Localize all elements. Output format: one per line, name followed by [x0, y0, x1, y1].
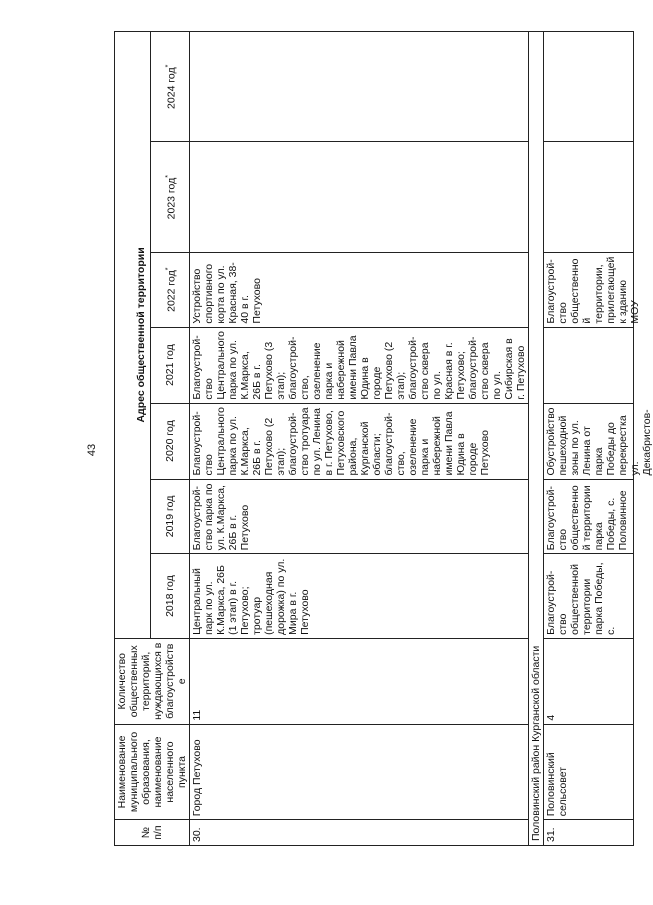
row-2022: Устройство спортивного корта по ул. Красная, 38-40 в г. Петухово [190, 252, 529, 327]
row-2018: Благоустрой-ство общественной территории парка Победы, с. [544, 554, 634, 639]
row-num: 31. [544, 820, 634, 846]
header-year-2023: 2023 год* [150, 142, 189, 252]
row-2023 [190, 142, 529, 252]
section-row [529, 32, 544, 846]
header-count: Количество общественных территорий, нуждающихся в благоустройстве [115, 638, 190, 724]
table-row [544, 32, 634, 846]
row-2021 [544, 327, 634, 403]
row-2024 [544, 32, 634, 143]
rotated-table-container [114, 31, 653, 846]
row-2024 [190, 32, 529, 143]
table-row [190, 32, 529, 846]
section-title: Половинский район Курганской области [529, 32, 544, 846]
row-2019: Благоустрой-ство парка по ул. К.Маркса, 26Б в г. Петухово [190, 479, 529, 554]
row-municipality: Половинский сельсовет [544, 724, 634, 820]
row-municipality: Город Петухово [190, 724, 529, 820]
header-year-2020: 2020 год [150, 403, 189, 479]
header-year-2021: 2021 год [150, 327, 189, 403]
row-2022: Благоустрой-ство общественной территории, прилегающей к зданию МОУ [544, 252, 634, 327]
header-num: № п/п [115, 820, 190, 846]
header-year-2024: 2024 год* [150, 32, 189, 143]
header-year-2019: 2019 год [150, 479, 189, 554]
header-address-group: Адрес общественной территории [115, 32, 151, 639]
page-number: 43 [86, 443, 98, 457]
row-count: 4 [544, 638, 634, 724]
public-territories-table [114, 31, 653, 846]
row-2019: Благоустрой-ство общественной территории парка Победы, с. Половинное [544, 479, 634, 554]
header-year-2018: 2018 год [150, 554, 189, 639]
row-2020: Обустройство пешеходной зоны по ул. Ленина от парка Победы до перекрестка ул. Декабристов- [544, 403, 634, 479]
row-2021: Благоустрой-ство Центрального парка по ул. К.Маркса, 26Б в г. Петухово (3 этап); благоустрой-ство, озеленение парка и набережной имени Павла Юдина в городе Петухово (2 этап); благоустрой-ство сквера по ул. Красная в г. Петухово; благоустрой-ство сквера по ул. Сибирская в г. Петухово [190, 327, 529, 403]
row-num: 30. [190, 820, 529, 846]
row-2020: Благоустрой-ство Центрального парка по ул. К.Маркса, 26Б в г. Петухово (2 этап); благоустрой-ство тротуара по ул. Ленина в г. Петухово, Петуховского района, Курганской области; благоустрой-ство, озеленение парка и набережной имени Павла Юдина в городе Петухово [190, 403, 529, 479]
header-year-2022: 2022 год* [150, 252, 189, 327]
row-2018: Центральный парк по ул. К.Маркса, 26Б (1 этап) в г. Петухово; тротуар (пешеходная дорожка) по ул. Мира в г. Петухово [190, 554, 529, 639]
row-2023 [544, 142, 634, 252]
row-count: 11 [190, 638, 529, 724]
header-municipality: Наименование муниципального образования, наименование населенного пункта [115, 724, 190, 820]
